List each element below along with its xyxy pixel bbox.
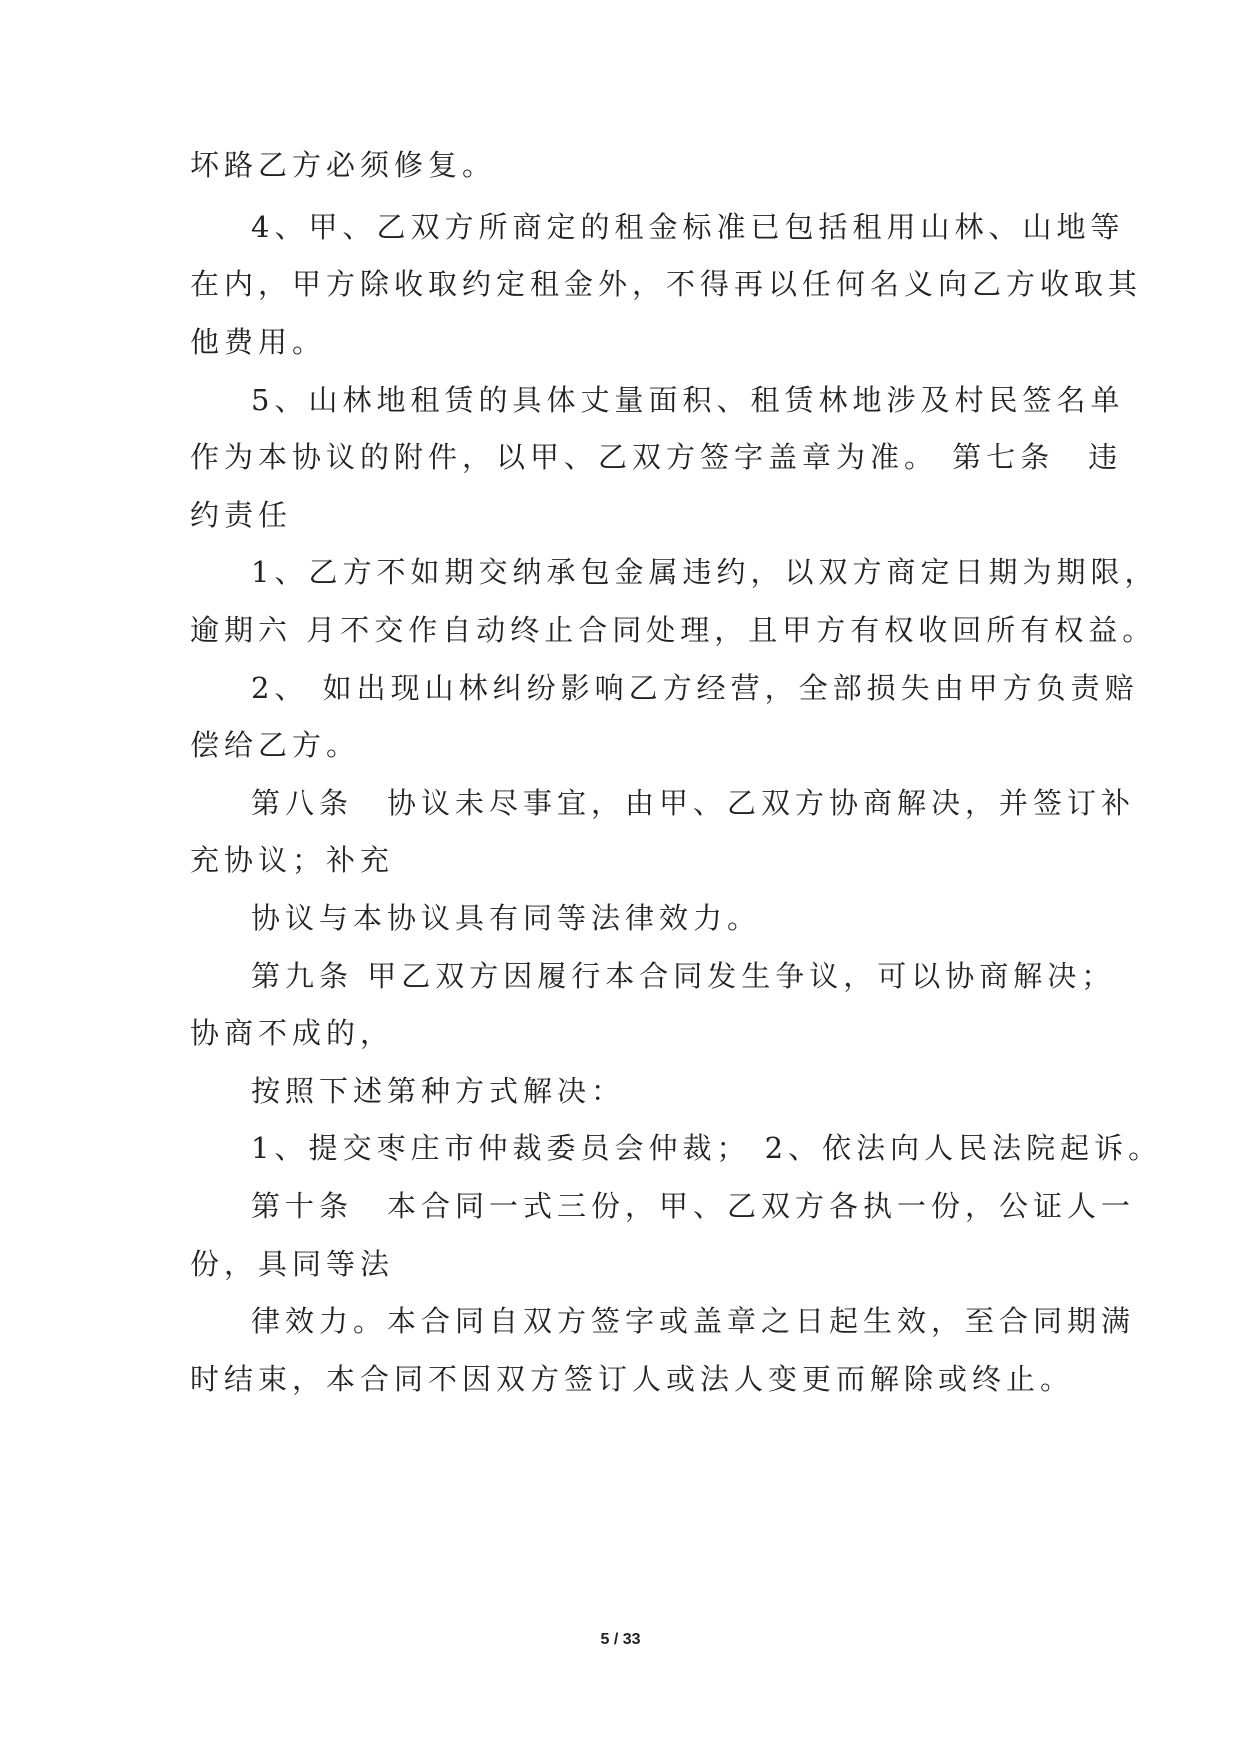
text-line: 2、 如出现山林纠纷影响乙方经营，全部损失由甲方负责赔 xyxy=(251,671,1139,705)
text-line: 第八条 协议未尽事宜，由甲、乙双方协商解决，并签订补 xyxy=(251,786,1136,820)
text-line: 按照下述第种方式解决： xyxy=(251,1074,626,1108)
text-line: 时结束，本合同不因双方签订人或法人变更而解除或终止。 xyxy=(190,1362,1075,1396)
text-line: 充协议；补充 xyxy=(190,843,395,877)
text-line: 协商不成的， xyxy=(190,1016,395,1050)
text-line: 第九条 甲乙双方因履行本合同发生争议，可以协商解决； xyxy=(251,959,1116,993)
text-line: 他费用。 xyxy=(190,325,327,359)
text-line: 偿给乙方。 xyxy=(190,728,361,762)
text-line: 在内，甲方除收取约定租金外，不得再以任何名义向乙方收取其 xyxy=(190,267,1143,301)
text-line: 1、提交枣庄市仲裁委员会仲裁； 2、依法向人民法院起诉。 xyxy=(251,1131,1163,1165)
page-number: 5 / 33 xyxy=(600,1631,641,1648)
text-line: 第十条 本合同一式三份，甲、乙双方各执一份，公证人一 xyxy=(251,1189,1136,1223)
text-line: 5、山林地租赁的具体丈量面积、租赁林地涉及村民签名单 xyxy=(251,383,1125,417)
text-line: 协议与本协议具有同等法律效力。 xyxy=(251,901,762,935)
text-line: 1、乙方不如期交纳承包金属违约，以双方商定日期为期限， xyxy=(251,555,1159,589)
text-line: 逾期六 月不交作自动终止合同处理，且甲方有权收回所有权益。 xyxy=(190,613,1157,647)
text-line: 作为本协议的附件，以甲、乙双方签字盖章为准。 第七条 违 xyxy=(190,440,1123,474)
text-line: 4、甲、乙双方所商定的租金标准已包括租用山林、山地等 xyxy=(251,210,1125,244)
text-line: 律效力。本合同自双方签字或盖章之日起生效，至合同期满 xyxy=(251,1304,1136,1338)
text-line: 份，具同等法 xyxy=(190,1247,395,1281)
text-line: 约责任 xyxy=(190,498,293,532)
text-line: 坏路乙方必须修复。 xyxy=(190,148,497,182)
